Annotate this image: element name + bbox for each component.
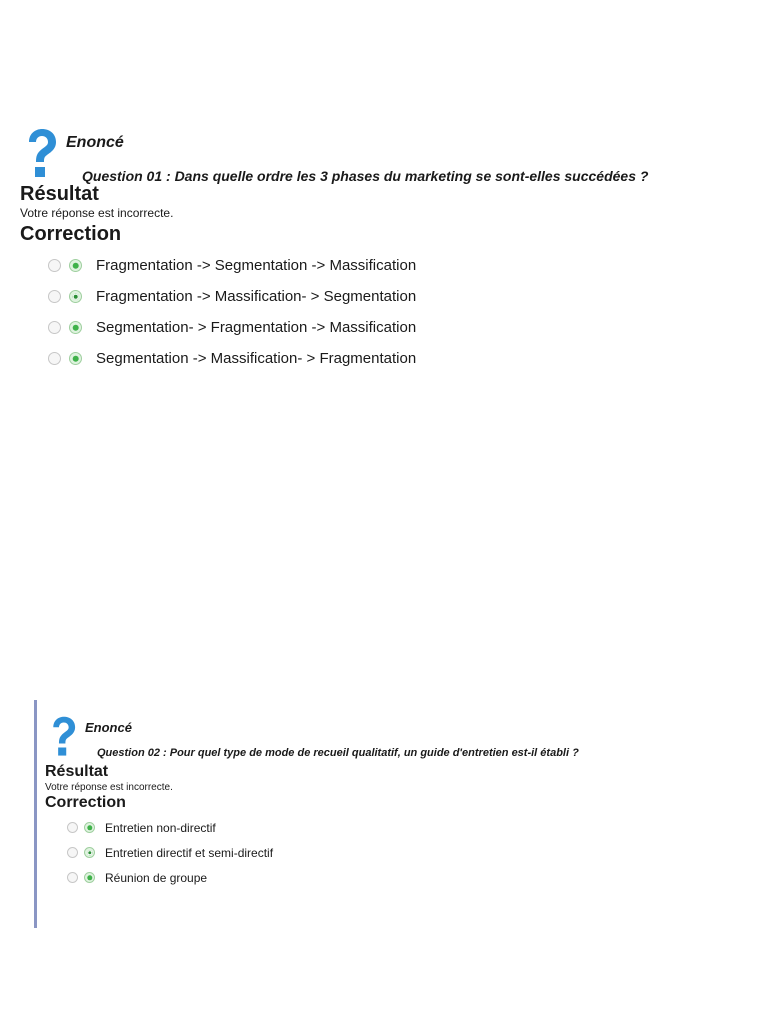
enonce-label: Enoncé <box>85 720 132 735</box>
correct-indicator <box>69 352 82 365</box>
correct-indicator <box>84 822 95 833</box>
resultat-message: Votre réponse est incorrecte. <box>20 206 174 220</box>
answer-option <box>48 250 740 281</box>
answer-radio[interactable] <box>48 352 61 365</box>
answer-label: Fragmentation -> Massification- > Segmentation <box>96 288 417 305</box>
answer-option <box>67 815 725 840</box>
question-text: Question 02 : Pour quel type de mode de recueil qualitatif, un guide d'entretien est-il établi ? <box>97 747 579 759</box>
answer-option <box>48 312 740 343</box>
correct-indicator <box>69 259 82 272</box>
answer-label: Entretien directif et semi-directif <box>105 845 274 860</box>
answer-radio[interactable] <box>48 321 61 334</box>
question-header <box>20 128 740 184</box>
answer-label: Fragmentation -> Segmentation -> Massification <box>96 257 417 274</box>
correct-indicator <box>84 872 95 883</box>
question-block-2 <box>34 700 737 928</box>
question-mark-icon <box>49 716 77 758</box>
answer-option <box>48 343 740 374</box>
correction-heading: Correction <box>45 794 126 811</box>
question-text: Question 01 : Dans quelle ordre les 3 phases du marketing se sont-elles succédées ? <box>82 168 649 184</box>
answer-radio[interactable] <box>67 847 78 858</box>
question-mark-icon <box>24 128 58 180</box>
answer-options <box>20 250 740 374</box>
question-header <box>45 716 725 764</box>
resultat-heading: Résultat <box>20 183 99 205</box>
answer-radio[interactable] <box>67 872 78 883</box>
answer-radio[interactable] <box>67 822 78 833</box>
answer-radio[interactable] <box>48 290 61 303</box>
correct-indicator-selected <box>84 847 95 858</box>
question-block-1 <box>20 128 740 374</box>
answer-option <box>48 281 740 312</box>
answer-options <box>45 815 725 890</box>
resultat-heading: Résultat <box>45 763 109 780</box>
correct-indicator <box>69 321 82 334</box>
answer-label: Réunion de groupe <box>105 870 208 885</box>
answer-option <box>67 840 725 865</box>
resultat-message: Votre réponse est incorrecte. <box>45 782 173 793</box>
answer-radio[interactable] <box>48 259 61 272</box>
answer-label: Entretien non-directif <box>105 820 216 835</box>
correction-heading: Correction <box>20 223 122 245</box>
answer-label: Segmentation -> Massification- > Fragmentation <box>96 350 417 367</box>
correct-indicator-selected <box>69 290 82 303</box>
enonce-label: Enoncé <box>66 134 124 151</box>
answer-option <box>67 865 725 890</box>
answer-label: Segmentation- > Fragmentation -> Massification <box>96 319 417 336</box>
